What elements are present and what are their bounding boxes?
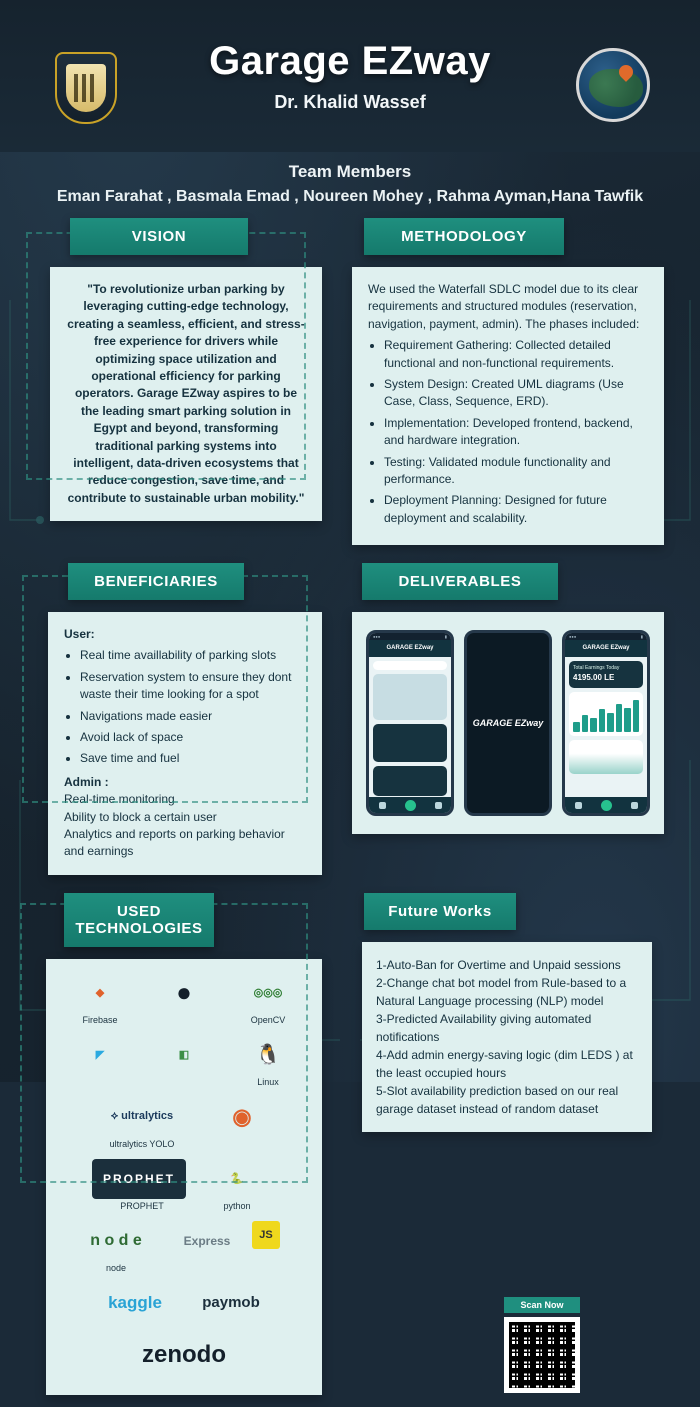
team-heading: Team Members	[288, 162, 412, 181]
status-bar: ●●● ▮	[369, 633, 451, 640]
deliverables-section	[352, 563, 664, 834]
tech-item	[168, 1221, 246, 1273]
deliverables-body	[352, 612, 664, 834]
tech-item	[94, 1335, 274, 1377]
poster-header	[0, 0, 700, 152]
vision-section	[18, 218, 336, 521]
tech-item: PROPHET PROPHET	[92, 1159, 192, 1211]
bottom-nav[interactable]	[369, 797, 451, 813]
python-icon: 🐍	[230, 1173, 244, 1186]
future-works-title: Future Works	[364, 893, 516, 930]
list-item: • Avoid lack of space	[80, 729, 306, 746]
beneficiaries-title: BENEFICIARIES	[68, 563, 244, 600]
kaggle-icon: kaggle	[108, 1292, 162, 1312]
kpi-label: Total Earnings Today	[573, 664, 620, 671]
methodology-phase-list	[384, 337, 648, 527]
poster-content	[0, 208, 700, 1407]
firebase-icon: ◆	[95, 987, 105, 1000]
future-works-body	[362, 942, 652, 1132]
technologies-section	[18, 893, 336, 1395]
methodology-body	[352, 267, 664, 545]
tech-item: 🐧 Linux	[229, 1035, 307, 1087]
list-item: • Save time and fuel	[80, 750, 306, 767]
tech-item: n o d e node	[70, 1221, 162, 1273]
list-item: Analytics and reports on parking behavior and earnings	[64, 826, 285, 859]
app-brand: GARAGE EZway	[472, 717, 544, 728]
monthly-revenue-chart	[569, 740, 643, 774]
methodology-title: METHODOLOGY	[364, 218, 564, 255]
list-item: • Deployment Planning: Designed for future deployment and scalability.	[384, 492, 648, 527]
list-item: Real-time monitoring	[64, 792, 175, 807]
tech-item	[252, 1221, 298, 1273]
profile-icon[interactable]	[435, 802, 442, 809]
tech-item: 🐍 python	[198, 1159, 276, 1211]
methodology-intro: We used the Waterfall SDLC model due to its clear requirements and structured modules (reservation, navigation, payment, admin). The phases included:	[368, 282, 640, 331]
list-item: • Testing: Validated module functionality and performance.	[384, 454, 648, 489]
row-technologies-future	[18, 893, 682, 1395]
admin-dashboard-mock	[562, 630, 650, 816]
beneficiaries-section	[18, 563, 336, 875]
list-item: • Reservation system to ensure they dont waste their time looking for a spot	[80, 669, 306, 704]
search-icon[interactable]	[379, 802, 386, 809]
list-item: • Real time availlability of parking slots	[80, 647, 306, 664]
kpi-card	[569, 661, 643, 688]
list-item: • Requirement Gathering: Collected detailed functional and non-functional requirements.	[384, 337, 648, 372]
popular-garage-card[interactable]	[373, 724, 447, 762]
future-works-section	[352, 893, 664, 1310]
list-item: 5-Slot availability prediction based on our real garage dataset instead of random dataset	[376, 1083, 619, 1116]
prophet-icon: PROPHET	[92, 1159, 186, 1199]
list-item: 4-Add admin energy-saving logic (dim LEDS ) at the least occupied hours	[376, 1047, 633, 1080]
beneficiaries-admin-label: Admin :	[64, 774, 109, 789]
team-block	[0, 152, 700, 208]
profile-icon[interactable]	[631, 802, 638, 809]
vision-body: "To revolutionize urban parking by leveraging cutting-edge technology, creating a seamless, efficient, and stress-free experience for drivers while optimizing space utilization and operational efficiency for parking operators. Garage EZway aspires to be the leading smart parking solution in Egypt and beyond, transforming traditional parking systems into intelligent, data-driven ecosystems that reduce congestion, save time, and contribute to sustainable urban mobility."	[50, 267, 322, 521]
splash-screen-mock	[464, 630, 552, 816]
app-title: GARAGE EZway	[369, 640, 451, 657]
tech-item	[91, 1283, 179, 1325]
vision-title: VISION	[70, 218, 248, 255]
zenodo-icon: zenodo	[142, 1340, 226, 1368]
car-card[interactable]	[373, 674, 447, 720]
tech-item	[185, 1283, 277, 1325]
paymob-icon: paymob	[202, 1294, 260, 1312]
page-title: Garage EZway	[209, 39, 491, 83]
opencv-icon: ◎◎◎	[253, 987, 283, 1000]
tech-item: ◎◎◎ OpenCV	[229, 973, 307, 1025]
row-vision-methodology	[18, 218, 682, 545]
deliverables-title: DELIVERABLES	[362, 563, 558, 600]
list-item: Ability to block a certain user	[64, 809, 217, 824]
list-item: 3-Predicted Availability giving automated notifications	[376, 1011, 592, 1044]
tech-item: ⟡ ultralytics ultralytics YOLO	[87, 1097, 197, 1149]
home-icon[interactable]	[405, 800, 416, 811]
search-input[interactable]	[373, 661, 447, 670]
nodejs-icon: n o d e	[90, 1231, 142, 1249]
tech-item: ◆ Firebase	[61, 973, 139, 1025]
bottom-nav[interactable]	[565, 797, 647, 813]
list-item: 1-Auto-Ban for Overtime and Unpaid sessions	[376, 957, 621, 972]
chart-icon[interactable]	[575, 802, 582, 809]
javascript-icon: JS	[252, 1221, 280, 1249]
team-names: Eman Farahat , Basmala Emad , Noureen Mohey , Rahma Ayman,Hana Tawfik	[56, 188, 644, 205]
daily-reservations-chart	[569, 692, 643, 736]
google-maps-icon: ◧	[178, 1049, 190, 1062]
qr-block	[504, 1297, 580, 1393]
row-beneficiaries-deliverables	[18, 563, 682, 875]
kpi-value: 4195.00 LE	[573, 673, 615, 683]
github-icon: ●	[176, 977, 192, 1008]
methodology-section	[352, 218, 664, 545]
list-item: • Implementation: Developed frontend, backend, and hardware integration.	[384, 415, 648, 450]
linux-icon: 🐧	[255, 1044, 281, 1067]
app-title: GARAGE EZway	[565, 640, 647, 657]
list-item: • System Design: Created UML diagrams (Use Case, Class, Sequence, ERD).	[384, 376, 648, 411]
qr-badge: Scan Now	[504, 1297, 580, 1313]
technologies-title: USED TECHNOLOGIES	[64, 893, 214, 947]
beneficiaries-user-label: User:	[64, 627, 95, 642]
vision-dashed-frame	[26, 232, 306, 480]
qr-code[interactable]	[504, 1317, 580, 1393]
globe-location-logo	[576, 48, 650, 122]
list-item: • Navigations made easier	[80, 708, 306, 725]
promo-card[interactable]	[373, 766, 447, 796]
status-bar: ●●● ▮	[565, 633, 647, 640]
flutter-icon: ◤	[95, 1049, 105, 1062]
home-screen-mock	[366, 630, 454, 816]
supervisor-name: Dr. Khalid Wassef	[274, 92, 426, 112]
ultralytics-yolo-icon: ⟡ ultralytics	[110, 1110, 174, 1123]
beneficiaries-dashed-frame	[22, 575, 308, 803]
app-screenshots	[358, 620, 658, 826]
list-item: 2-Change chat bot model from Rule-based to a Natural Language processing (NLP) model	[376, 975, 627, 1008]
home-icon[interactable]	[601, 800, 612, 811]
postman-icon: ◉	[232, 1103, 252, 1129]
express-icon: Express	[183, 1233, 231, 1248]
university-crest-logo	[55, 52, 117, 124]
